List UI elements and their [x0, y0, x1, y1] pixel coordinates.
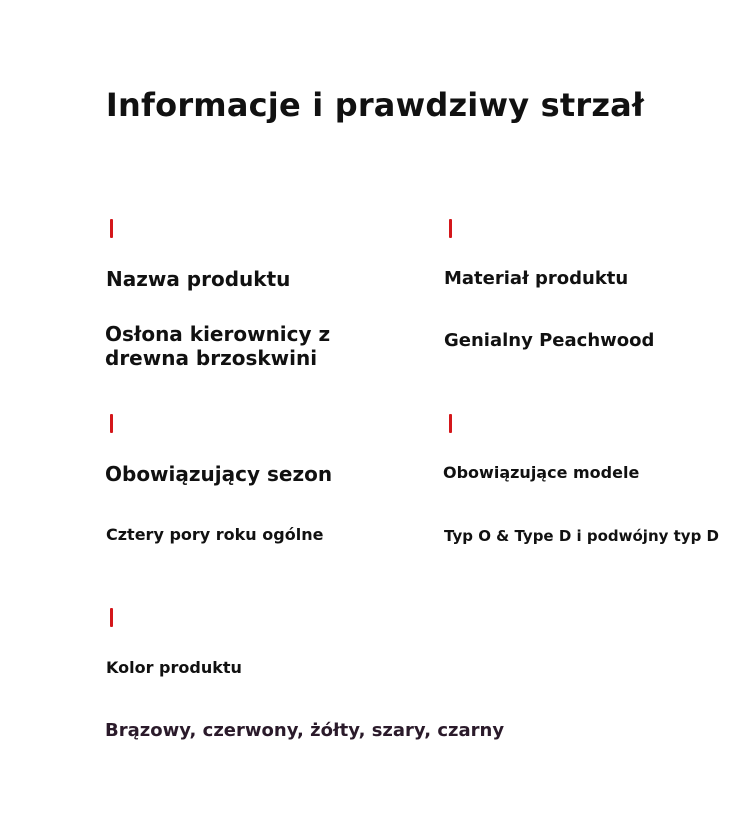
spec-value: Typ O & Type D i podwójny typ D	[444, 527, 719, 545]
section-marker	[449, 219, 452, 238]
section-marker	[449, 414, 452, 433]
section-marker	[110, 414, 113, 433]
section-marker	[110, 608, 113, 627]
spec-value: Genialny Peachwood	[444, 330, 655, 351]
spec-label: Obowiązujące modele	[443, 463, 640, 482]
spec-value: Osłona kierownicy z drewna brzoskwini	[105, 322, 331, 370]
spec-value: Brązowy, czerwony, żółty, szary, czarny	[105, 720, 505, 741]
page-title: Informacje i prawdziwy strzał	[105, 86, 645, 124]
spec-label: Materiał produktu	[444, 268, 629, 289]
spec-label: Obowiązujący sezon	[105, 462, 333, 486]
spec-label: Kolor produktu	[106, 658, 242, 677]
spec-label: Nazwa produktu	[106, 267, 291, 291]
section-marker	[110, 219, 113, 238]
spec-value: Cztery pory roku ogólne	[106, 525, 324, 544]
